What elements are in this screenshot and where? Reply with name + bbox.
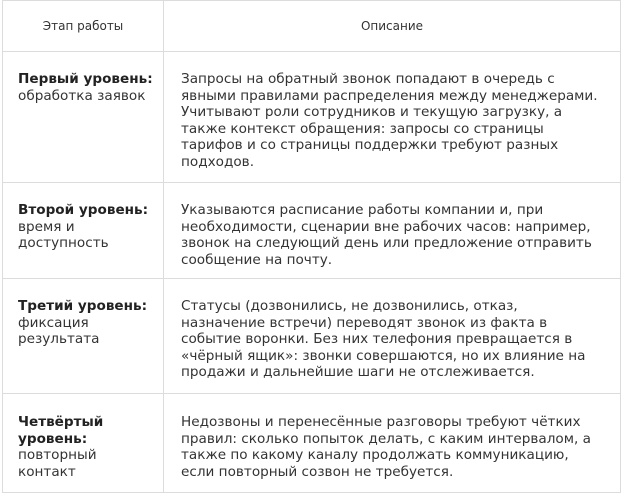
stage-name: время и доступность (18, 218, 109, 252)
description-cell: Недозвоны и перенесённые разговоры требуют чётких правил: сколько попыток делать, с каким интервалом, а также по какому каналу продолжать коммуникацию, если повторный созвон не требуется. (164, 394, 621, 493)
description-cell: Запросы на обратный звонок попадают в очередь с явными правилами распределения между менеджерами. Учитывают роли сотрудников и текущую загрузку, а также контекст обращения: запросы со страницы тарифов и со страницы поддержки требуют разных подходов. (164, 52, 621, 183)
header-stage: Этап работы (3, 1, 164, 52)
stage-level: Первый уровень: (18, 71, 153, 87)
table-row (3, 279, 621, 394)
stage-level: Третий уровень: (18, 298, 148, 314)
description-cell: Указываются расписание работы компании и, при необходимости, сценарии вне рабочих часов: например, звонок на следующий день или предложение отправить сообщение на почту. (164, 183, 621, 279)
table-row (3, 52, 621, 183)
stage-cell (3, 52, 164, 183)
stage-level: Четвёртый уровень: (18, 414, 104, 447)
table-row (3, 394, 621, 493)
table-header-row (3, 1, 621, 52)
stage-cell (3, 183, 164, 279)
stage-name: повторный контакт (18, 447, 97, 480)
stage-name: фиксация результата (18, 314, 100, 348)
table-row (3, 183, 621, 279)
stage-level: Второй уровень: (18, 202, 149, 218)
stages-table (2, 0, 621, 493)
stage-name: обработка заявок (18, 87, 146, 104)
description-cell: Статусы (дозвонились, не дозвонились, отказ, назначение встречи) переводят звонок из факта в событие воронки. Без них телефония превращается в «чёрный ящик»: звонки совершаются, но их влияние на продажи и дальнейшие шаги не отслеживается. (164, 279, 621, 394)
stage-cell (3, 394, 164, 493)
stage-cell (3, 279, 164, 394)
header-description: Описание (164, 1, 621, 52)
